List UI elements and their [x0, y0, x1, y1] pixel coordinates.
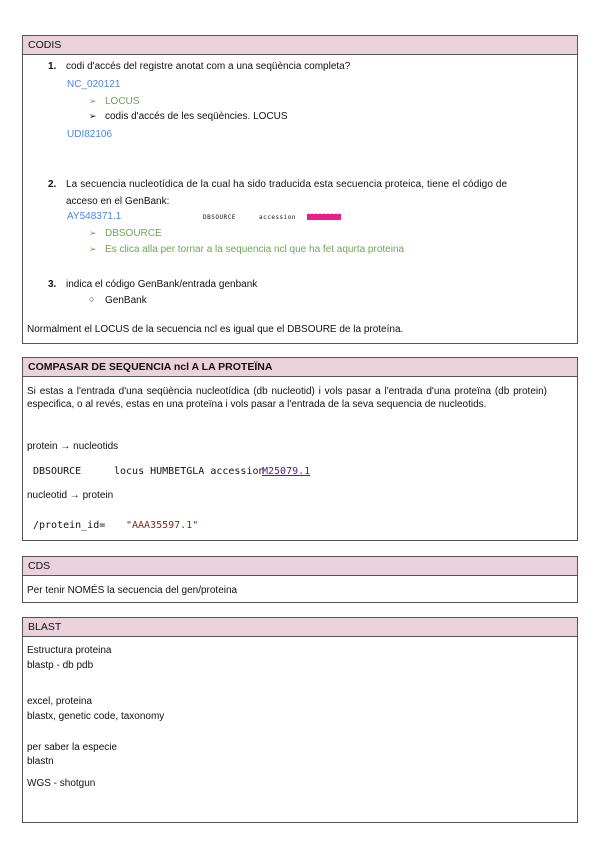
codis-header: CODIS — [23, 36, 577, 55]
item1-bullet-locus: LOCUS — [105, 96, 140, 107]
blast-line: per saber la especie — [27, 742, 118, 753]
code-protein-id-value: "AAA35597.1" — [126, 520, 199, 531]
code-dbsource-label: DBSOURCE — [33, 466, 82, 477]
item1-link-udi[interactable]: UDI82106 — [67, 129, 113, 140]
item3-text: indica el código GenBank/entrada genbank — [66, 279, 258, 290]
codis-section — [22, 35, 578, 344]
item2-bullet-clica: Es clica alla per tornar a la sequencia ncl que ha fet aqurta proteina — [105, 244, 405, 255]
item1-bullet-codis: codis d'accés de les seqüències. LOCUS — [105, 111, 288, 122]
compasar-section — [22, 357, 578, 541]
blast-line: blastx, genetic code, taxonomy — [27, 711, 165, 722]
compasar-header: COMPASAR DE SEQUENCIA ncl A LA PROTEÏNA — [23, 358, 577, 377]
item2-text-line2: acceso en el GenBank: — [66, 196, 170, 207]
arrow-bullet-icon: ➢ — [89, 111, 97, 121]
item2-number: 2. — [48, 179, 57, 190]
compasar-nucleotid-to-protein: nucleotid → protein — [27, 490, 114, 501]
blast-line: WGS - shotgun — [27, 778, 96, 789]
cds-header: CDS — [23, 557, 577, 576]
item2-snippet-dbsource: DBSOURCE — [203, 214, 236, 221]
cds-section — [22, 556, 578, 603]
codis-footer-note: Normalment el LOCUS de la secuencia ncl es igual que el DBSOURE de la proteína. — [27, 324, 404, 335]
item1-number: 1. — [48, 61, 57, 72]
item3-number: 3. — [48, 279, 57, 290]
item2-link-ay[interactable]: AY548371.1 — [67, 211, 122, 222]
blast-line: excel, proteina — [27, 696, 93, 707]
blast-line: Estructura proteina — [27, 645, 112, 656]
item1-link-nc[interactable]: NC_020121 — [67, 79, 121, 90]
blast-section — [22, 617, 578, 823]
item2-text-line1: La secuencia nucleotídica de la cual ha sido traducida esta secuencia proteica, tiene el código de — [66, 179, 508, 190]
compasar-paragraph: Si estas a l'entrada d'una seqüència nucleotídica (db nucleotid) i vols pasar a l'entrada d'una proteïna (db protein) especifica, o al revés, estas en una proteïna i vols pasar a l'entrada de la seva sequencia de nucleotids. — [27, 386, 547, 410]
compasar-protein-to-nucleotids: protein → nucleotids — [27, 441, 119, 452]
item1-text: codi d'accés del registre anotat com a una seqüència completa? — [66, 61, 351, 72]
item2-snippet-hidden: XXXXXXXX — [308, 214, 341, 220]
code-accession-link[interactable]: M25079.1 — [262, 466, 311, 477]
cds-text: Per tenir NOMÉS la secuencia del gen/proteina — [27, 585, 238, 596]
item2-snippet-accession: accession — [259, 214, 297, 221]
blast-line: blastn — [27, 756, 54, 767]
item3-bullet-genbank: GenBank — [105, 295, 147, 306]
circle-bullet-icon: ○ — [89, 294, 95, 304]
blast-line: blastp - db pdb — [27, 660, 94, 671]
arrow-bullet-icon: ➢ — [89, 96, 97, 106]
arrow-bullet-icon: ➢ — [89, 244, 97, 254]
code-protein-id-key: /protein_id= — [33, 520, 106, 531]
blast-header: BLAST — [23, 618, 577, 637]
item2-bullet-dbsource: DBSOURCE — [105, 228, 162, 239]
arrow-bullet-icon: ➢ — [89, 228, 97, 238]
code-locus-accession: locus HUMBETGLA accession — [114, 466, 265, 477]
